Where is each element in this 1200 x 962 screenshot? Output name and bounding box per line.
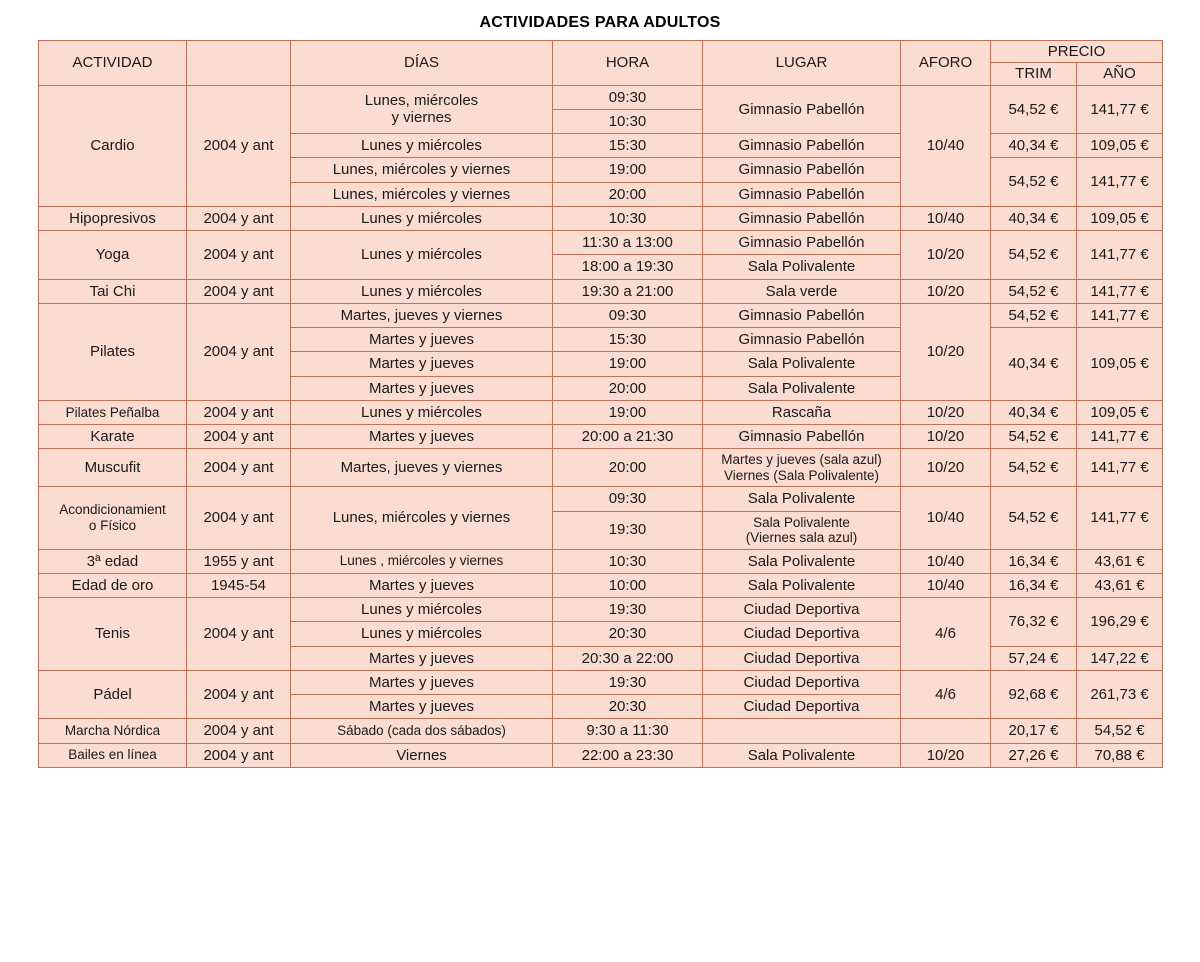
table-row [39,279,1163,303]
table-body [39,85,1163,767]
cell-actividad: Hipopresivos [39,206,187,230]
cell-aforo: 4/6 [901,670,991,719]
table-row [39,743,1163,767]
cell-trim: 40,34 € [991,400,1077,424]
cell-trim: 20,17 € [991,719,1077,743]
cell-hora: 15:30 [553,134,703,158]
cell-nacimiento: 1945-54 [187,573,291,597]
cell-lugar: Gimnasio Pabellón [703,425,901,449]
cell-dias: Viernes [291,743,553,767]
cell-anio: 43,61 € [1077,573,1163,597]
cell-nacimiento: 2004 y ant [187,279,291,303]
cell-nacimiento: 2004 y ant [187,425,291,449]
cell-aforo: 10/40 [901,487,991,549]
cell-hora: 19:00 [553,158,703,182]
cell-lugar: Sala Polivalente [703,549,901,573]
cell-actividad [39,487,187,549]
cell-dias: Martes, jueves y viernes [291,449,553,487]
cell-hora: 19:30 [553,511,703,549]
cell-hora: 15:30 [553,328,703,352]
cell-trim: 54,52 € [991,85,1077,134]
col-header-lugar: LUGAR [703,41,901,86]
cell-hora: 22:00 a 23:30 [553,743,703,767]
cell-lugar: Ciudad Deportiva [703,670,901,694]
cell-anio: 109,05 € [1077,134,1163,158]
cell-actividad-line2: o Físico [88,517,137,533]
cell-lugar: Sala Polivalente [703,376,901,400]
cell-actividad-line1: Acondicionamient [59,502,166,518]
cell-anio: 109,05 € [1077,206,1163,230]
cell-anio: 141,77 € [1077,487,1163,549]
cell-trim: 54,52 € [991,158,1077,207]
cell-anio: 43,61 € [1077,549,1163,573]
cell-lugar-line2: Viernes (Sala Polivalente) [723,467,880,483]
cell-aforo: 10/20 [901,303,991,400]
cell-dias: Lunes y miércoles [291,622,553,646]
cell-nacimiento: 2004 y ant [187,449,291,487]
cell-dias: Martes y jueves [291,670,553,694]
cell-nacimiento: 2004 y ant [187,743,291,767]
cell-actividad: Pilates Peñalba [39,400,187,424]
cell-dias: Martes y jueves [291,376,553,400]
cell-dias: Martes y jueves [291,425,553,449]
cell-actividad: Edad de oro [39,573,187,597]
cell-actividad: Tai Chi [39,279,187,303]
page-title: ACTIVIDADES PARA ADULTOS [479,14,721,31]
cell-nacimiento: 2004 y ant [187,719,291,743]
cell-dias: Sábado (cada dos sábados) [291,719,553,743]
cell-anio: 141,77 € [1077,303,1163,327]
table-row [39,549,1163,573]
cell-hora: 18:00 a 19:30 [553,255,703,279]
col-header-actividad: ACTIVIDAD [39,41,187,86]
cell-hora: 11:30 a 13:00 [553,231,703,255]
cell-dias: Lunes y miércoles [291,279,553,303]
cell-lugar: Sala Polivalente [703,743,901,767]
cell-hora: 19:30 [553,670,703,694]
cell-nacimiento: 2004 y ant [187,85,291,206]
table-row [39,206,1163,230]
cell-nacimiento: 2004 y ant [187,231,291,280]
cell-trim: 40,34 € [991,328,1077,401]
cell-anio: 109,05 € [1077,400,1163,424]
cell-lugar-line1: Martes y jueves (sala azul) [721,452,882,468]
cell-lugar: Gimnasio Pabellón [703,206,901,230]
col-header-trim: TRIM [991,63,1077,85]
cell-actividad: Yoga [39,231,187,280]
cell-hora: 19:30 a 21:00 [553,279,703,303]
col-header-anio: AÑO [1077,63,1163,85]
cell-nacimiento: 2004 y ant [187,598,291,671]
col-header-precio: PRECIO [991,41,1163,63]
cell-trim: 54,52 € [991,449,1077,487]
cell-nacimiento: 2004 y ant [187,303,291,400]
cell-anio: 141,77 € [1077,158,1163,207]
cell-trim: 54,52 € [991,425,1077,449]
cell-lugar: Gimnasio Pabellón [703,182,901,206]
cell-trim: 40,34 € [991,134,1077,158]
cell-dias: Lunes , miércoles y viernes [291,549,553,573]
cell-hora: 9:30 a 11:30 [553,719,703,743]
table-row [39,231,1163,255]
col-header-hora: HORA [553,41,703,86]
cell-aforo: 10/20 [901,449,991,487]
col-header-aforo: AFORO [901,41,991,86]
cell-lugar: Sala Polivalente [703,352,901,376]
cell-lugar: Gimnasio Pabellón [703,328,901,352]
cell-dias: Lunes y miércoles [291,598,553,622]
cell-dias: Martes y jueves [291,352,553,376]
cell-actividad: Pilates [39,303,187,400]
table-row [39,598,1163,622]
cell-aforo: 10/20 [901,279,991,303]
cell-nacimiento: 2004 y ant [187,487,291,549]
cell-dias-line1: Lunes, miércoles [364,92,479,109]
cell-hora: 20:30 [553,695,703,719]
cell-dias: Martes y jueves [291,573,553,597]
cell-hora: 20:00 [553,182,703,206]
cell-aforo: 10/40 [901,573,991,597]
cell-lugar: Gimnasio Pabellón [703,134,901,158]
cell-hora: 09:30 [553,85,703,109]
cell-trim: 76,32 € [991,598,1077,647]
cell-lugar: Sala Polivalente [703,255,901,279]
cell-actividad: Cardio [39,85,187,206]
cell-lugar: Ciudad Deportiva [703,622,901,646]
table-row [39,719,1163,743]
cell-anio: 54,52 € [1077,719,1163,743]
table-row [39,573,1163,597]
cell-hora: 20:00 [553,376,703,400]
cell-dias: Martes y jueves [291,328,553,352]
cell-dias: Lunes y miércoles [291,206,553,230]
cell-trim: 54,52 € [991,231,1077,280]
col-header-dias: DÍAS [291,41,553,86]
cell-dias [291,85,553,134]
table-row [39,85,1163,109]
cell-anio: 141,77 € [1077,425,1163,449]
cell-trim: 54,52 € [991,303,1077,327]
cell-lugar [703,511,901,549]
table-row [39,400,1163,424]
cell-anio: 261,73 € [1077,670,1163,719]
cell-hora: 20:30 a 22:00 [553,646,703,670]
cell-aforo: 10/40 [901,206,991,230]
cell-dias: Martes y jueves [291,695,553,719]
cell-lugar: Gimnasio Pabellón [703,85,901,134]
cell-dias-line2: y viernes [391,109,452,127]
cell-aforo: 10/20 [901,400,991,424]
cell-lugar [703,719,901,743]
cell-anio: 196,29 € [1077,598,1163,647]
cell-nacimiento: 2004 y ant [187,206,291,230]
cell-lugar: Ciudad Deportiva [703,695,901,719]
cell-lugar: Ciudad Deportiva [703,598,901,622]
cell-nacimiento: 1955 y ant [187,549,291,573]
activities-table [38,40,1163,768]
cell-anio: 147,22 € [1077,646,1163,670]
col-header-nacimiento [187,41,291,86]
cell-dias: Martes y jueves [291,646,553,670]
cell-lugar [703,449,901,487]
cell-hora: 20:00 a 21:30 [553,425,703,449]
cell-lugar: Gimnasio Pabellón [703,158,901,182]
cell-aforo: 10/40 [901,549,991,573]
cell-hora: 20:30 [553,622,703,646]
cell-lugar: Rascaña [703,400,901,424]
cell-trim: 54,52 € [991,279,1077,303]
table-row [39,449,1163,487]
cell-dias: Lunes y miércoles [291,400,553,424]
cell-aforo [901,719,991,743]
cell-dias: Lunes y miércoles [291,231,553,280]
cell-lugar: Gimnasio Pabellón [703,231,901,255]
cell-actividad: Tenis [39,598,187,671]
table-row [39,670,1163,694]
cell-lugar: Ciudad Deportiva [703,646,901,670]
cell-trim: 16,34 € [991,549,1077,573]
cell-actividad: Pádel [39,670,187,719]
cell-nacimiento: 2004 y ant [187,670,291,719]
cell-hora: 19:00 [553,400,703,424]
cell-hora: 09:30 [553,487,703,511]
cell-actividad: 3ª edad [39,549,187,573]
cell-actividad: Karate [39,425,187,449]
cell-dias: Lunes y miércoles [291,134,553,158]
cell-anio: 109,05 € [1077,328,1163,401]
cell-aforo: 4/6 [901,598,991,671]
cell-nacimiento: 2004 y ant [187,400,291,424]
cell-actividad: Bailes en línea [39,743,187,767]
cell-lugar-line1: Sala Polivalente [753,514,850,530]
cell-hora: 20:00 [553,449,703,487]
cell-aforo: 10/20 [901,743,991,767]
cell-anio: 141,77 € [1077,231,1163,280]
cell-hora: 09:30 [553,303,703,327]
cell-dias: Lunes, miércoles y viernes [291,487,553,549]
header-row [39,41,1163,63]
cell-hora: 10:00 [553,573,703,597]
cell-lugar: Sala Polivalente [703,487,901,511]
cell-aforo: 10/40 [901,85,991,206]
cell-trim: 27,26 € [991,743,1077,767]
table-row [39,303,1163,327]
cell-hora: 19:00 [553,352,703,376]
cell-aforo: 10/20 [901,231,991,280]
cell-trim: 40,34 € [991,206,1077,230]
cell-anio: 141,77 € [1077,449,1163,487]
cell-aforo: 10/20 [901,425,991,449]
cell-hora: 19:30 [553,598,703,622]
cell-anio: 141,77 € [1077,279,1163,303]
cell-lugar: Gimnasio Pabellón [703,303,901,327]
cell-dias: Martes, jueves y viernes [291,303,553,327]
cell-trim: 16,34 € [991,573,1077,597]
table-row [39,425,1163,449]
cell-actividad: Muscufit [39,449,187,487]
table-header [39,41,1163,86]
cell-lugar: Sala verde [703,279,901,303]
cell-hora: 10:30 [553,206,703,230]
cell-actividad: Marcha Nórdica [39,719,187,743]
cell-trim: 57,24 € [991,646,1077,670]
cell-hora: 10:30 [553,109,703,133]
cell-trim: 92,68 € [991,670,1077,719]
cell-hora: 10:30 [553,549,703,573]
cell-lugar: Sala Polivalente [703,573,901,597]
table-row [39,487,1163,511]
cell-anio: 141,77 € [1077,85,1163,134]
cell-trim: 54,52 € [991,487,1077,549]
cell-dias: Lunes, miércoles y viernes [291,158,553,182]
cell-anio: 70,88 € [1077,743,1163,767]
cell-lugar-line2: (Viernes sala azul) [745,530,858,546]
cell-dias: Lunes, miércoles y viernes [291,182,553,206]
